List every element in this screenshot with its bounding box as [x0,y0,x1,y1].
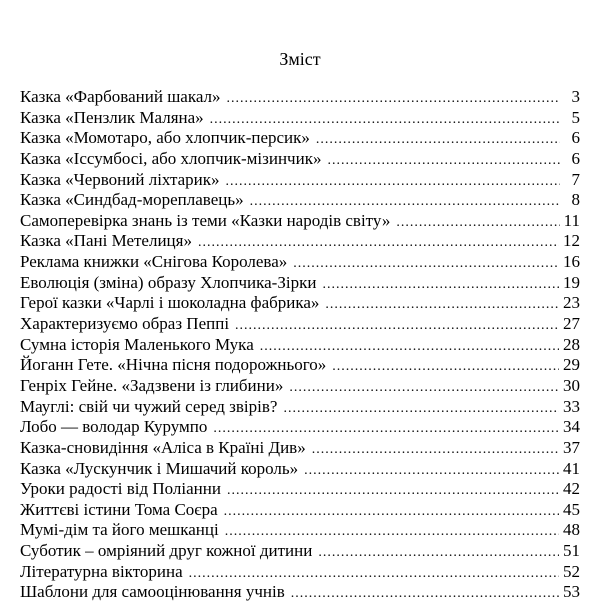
toc-entry-title: Йоганн Гете. «Нічна пісня подорожнього» [20,355,327,375]
dot-leader [322,275,559,296]
toc-entry [20,417,580,438]
toc-entry [20,582,580,603]
toc-page-number: 19 [563,272,580,292]
dot-leader [293,254,559,275]
toc-entry [20,376,580,397]
dot-leader [332,357,559,378]
toc-entry [20,541,580,562]
dot-leader [250,192,560,213]
toc-page-number: 6 [571,148,580,168]
dot-leader [210,110,560,131]
toc-page-number: 6 [571,128,580,148]
toc-entry-title: Шаблони для самооцінювання учнів [20,582,285,602]
dot-leader [283,399,559,420]
toc-entry [20,108,580,129]
toc-entry [20,231,580,252]
toc-entry [20,479,580,500]
toc-page-number: 51 [563,541,580,561]
dot-leader [327,151,560,172]
toc-entry [20,128,580,149]
toc-entry [20,562,580,583]
toc-page-number: 48 [563,520,580,540]
dot-leader [225,522,559,543]
toc-page-number: 23 [563,293,580,313]
toc-entry-title: Сумна історія Маленького Мука [20,334,254,354]
toc-page-number: 11 [563,210,580,230]
toc-entry [20,273,580,294]
toc-entry-title: Мауглі: свій чи чужий серед звірів? [20,396,278,416]
toc-entry-title: Літературна вікторина [20,561,183,581]
toc-entry-title: Казка «Момотаро, або хлопчик-персик» [20,128,310,148]
dot-leader [235,316,559,337]
dot-leader [198,233,559,254]
toc-entry-title: Герої казки «Чарлі і шоколадна фабрика» [20,293,320,313]
toc-page-number: 12 [563,231,580,251]
dot-leader [304,461,559,482]
dot-leader [224,502,559,523]
toc-entry-title: Еволюція (зміна) образу Хлопчика-Зірки [20,272,317,292]
toc-entry-title: Характеризуємо образ Пеппі [20,314,230,334]
toc-entry-title: Суботик – омріяний друг кожної дитини [20,541,313,561]
toc-page-number: 42 [563,479,580,499]
toc-entry-title: Уроки радості від Поліанни [20,479,221,499]
toc-entry [20,314,580,335]
dot-leader [318,543,559,564]
toc-entry [20,87,580,108]
toc-entry-title: Мумі-дім та його мешканці [20,520,219,540]
dot-leader [213,419,559,440]
toc-page-number: 5 [571,107,580,127]
toc-page-number: 28 [563,334,580,354]
toc-entry-title: Казка-сновидіння «Аліса в Країні Див» [20,437,306,457]
toc-entry-title: Казка «Пані Метелиця» [20,231,192,251]
toc-page-number: 30 [563,375,580,395]
toc-entry-title: Реклама книжки «Снігова Королева» [20,252,288,272]
toc-entry [20,335,580,356]
toc-page-number: 3 [571,87,580,106]
dot-leader [260,337,559,358]
toc-entry [20,190,580,211]
toc-page-number: 37 [563,437,580,457]
table-of-contents-title: Зміст [279,49,321,69]
toc-entry-title: Казка «Лускунчик і Мишачий король» [20,458,299,478]
toc-entry-title: Казка «Синдбад-мореплавець» [20,190,244,210]
toc-entry-title: Казка «Пензлик Маляна» [20,107,204,127]
toc-entry-title: Лобо — володар Курумпо [20,417,208,437]
toc-entry-title: Казка «Іссумбосі, або хлопчик-мізинчик» [20,148,322,168]
toc-entry-title: Генріх Гейне. «Задзвени із глибини» [20,375,284,395]
toc-entry [20,459,580,480]
dot-leader [226,172,560,193]
toc-entry [20,355,580,376]
toc-entry [20,252,580,273]
toc-page-number: 16 [563,252,580,272]
toc-entry [20,438,580,459]
toc-page-number: 41 [563,458,580,478]
dot-leader [227,481,559,502]
dot-leader [227,89,560,110]
toc-page-number: 34 [563,417,580,437]
toc-entry [20,149,580,170]
toc-page-number: 33 [563,396,580,416]
toc-page-number: 27 [563,314,580,334]
toc-entry [20,500,580,521]
dot-leader [316,130,560,151]
dot-leader [189,564,559,585]
toc-entry [20,211,580,232]
dot-leader [291,584,559,605]
toc-entry-title: Життєві істини Тома Соєра [20,499,218,519]
toc-page-number: 45 [563,499,580,519]
toc-entry [20,170,580,191]
dot-leader [312,440,559,461]
toc-page-number: 29 [563,355,580,375]
dot-leader [325,295,559,316]
dot-leader [289,378,559,399]
toc-entry-title: Самоперевірка знань із теми «Казки народів світу» [20,210,391,230]
toc-page-number: 52 [563,561,580,581]
toc-page-number: 7 [571,169,580,189]
toc-page-number: 8 [571,190,580,210]
toc-page-number: 53 [563,582,580,602]
toc-entry [20,293,580,314]
table-of-contents-list [20,87,580,603]
toc-entry [20,397,580,418]
toc-entry [20,520,580,541]
toc-entry-title: Казка «Червоний ліхтарик» [20,169,220,189]
dot-leader [396,213,559,234]
toc-entry-title: Казка «Фарбований шакал» [20,87,221,106]
